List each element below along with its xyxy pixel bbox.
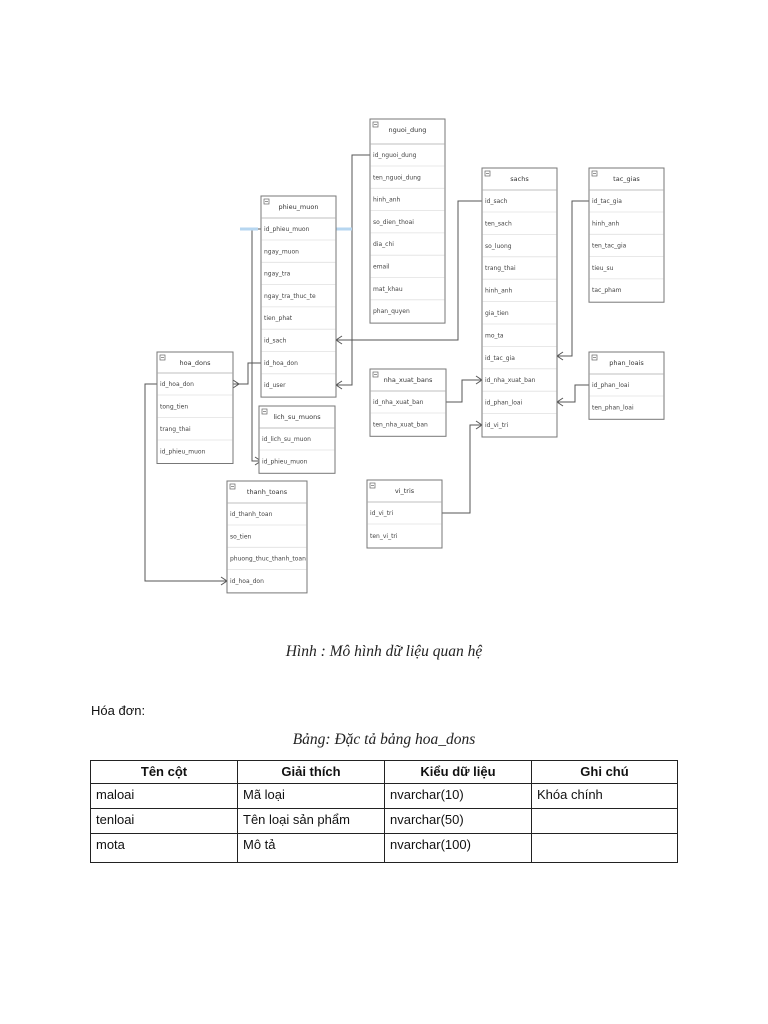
entity-field: id_nha_xuat_ban: [373, 399, 424, 406]
entity-field: id_user: [264, 382, 286, 390]
entity-field: ngay_tra: [264, 270, 291, 278]
entity-field: phuong_thuc_thanh_toan: [230, 555, 306, 563]
entity-title: sachs: [510, 175, 529, 183]
entity-box: [482, 168, 557, 437]
entity-nha-xuat-bans: [370, 369, 446, 436]
entity-sachs: [482, 168, 557, 437]
table-cell: Khóa chính: [532, 784, 678, 809]
entity-field: ten_vi_tri: [370, 533, 398, 540]
entity-vi-tris: [367, 480, 442, 548]
entities: [157, 119, 664, 593]
table-cell: maloai: [91, 784, 238, 809]
entity-field: id_thanh_toan: [230, 511, 273, 518]
table-header-row: [91, 761, 678, 784]
entity-field: id_nha_xuat_ban: [485, 377, 536, 385]
entity-field: id_phieu_muon: [262, 458, 308, 466]
entity-field: hinh_anh: [373, 196, 401, 204]
table-cell: tenloai: [91, 809, 238, 834]
entity-phieu-muon: [261, 196, 336, 397]
entity-field: ten_tac_gia: [592, 242, 627, 250]
entity-field: id_phieu_muon: [264, 226, 310, 233]
entity-title: vi_tris: [394, 487, 415, 495]
table-cell: nvarchar(10): [385, 784, 532, 809]
rel-phan-loai-sachs: [557, 385, 589, 402]
entity-field: id_vi_tri: [370, 510, 394, 517]
entity-field: ten_nha_xuat_ban: [373, 421, 428, 429]
entity-field: tong_tien: [160, 403, 189, 411]
entity-field: id_lich_su_muon: [262, 436, 311, 443]
entity-field: id_phieu_muon: [160, 448, 206, 456]
entity-field: ten_phan_loai: [592, 404, 634, 412]
entity-title: thanh_toans: [246, 488, 288, 496]
entity-field: gia_tien: [485, 310, 509, 317]
entity-field: ten_nguoi_dung: [373, 174, 421, 182]
entity-field: ngay_tra_thuc_te: [264, 292, 316, 300]
entity-title: tac_gias: [613, 175, 640, 183]
entity-title: lich_su_muons: [273, 413, 321, 421]
entity-box: [589, 168, 664, 302]
entity-title: hoa_dons: [179, 359, 211, 367]
column-header: Ghi chú: [532, 761, 678, 784]
entity-field: id_tac_gia: [485, 354, 515, 362]
entity-field: tieu_su: [592, 264, 614, 272]
entity-field: id_phan_loai: [592, 382, 630, 389]
table-cell: [532, 834, 678, 863]
entity-title: phan_loais: [609, 359, 644, 367]
rel-tac-gia-sachs: [557, 201, 589, 356]
rel-vi-tri-sachs: [442, 425, 482, 513]
section-label: Hóa đơn:: [91, 703, 146, 718]
entity-field: trang_thai: [160, 426, 191, 433]
column-header: Kiểu dữ liệu: [385, 761, 532, 784]
table-cell: nvarchar(100): [385, 834, 532, 863]
entity-field: tien_phat: [264, 315, 293, 323]
entity-field: so_tien: [230, 533, 252, 541]
entity-field: ten_sach: [485, 220, 512, 228]
entity-field: id_phan_loai: [485, 399, 523, 407]
entity-field: phan_quyen: [373, 308, 410, 316]
entity-title: phieu_muon: [278, 203, 319, 211]
entity-field: so_luong: [485, 242, 512, 250]
table-cell: Mô tả: [238, 834, 385, 863]
rel-user-phieu-muon: [336, 155, 370, 385]
entity-field: mo_ta: [485, 332, 504, 340]
column-header: Giải thích: [238, 761, 385, 784]
table-cell: Tên loại sản phẩm: [238, 809, 385, 834]
table-row: [91, 784, 678, 809]
entity-field: id_vi_tri: [485, 422, 509, 429]
table-row: [91, 834, 678, 863]
entity-field: hinh_anh: [485, 287, 513, 295]
entity-thanh-toans: [227, 481, 307, 593]
entity-field: trang_thai: [485, 265, 516, 273]
entity-field: id_hoa_don: [160, 381, 194, 388]
entity-lich-su-muons: [259, 406, 335, 473]
entity-field: email: [373, 263, 390, 271]
entity-field: tac_pham: [592, 287, 622, 295]
entity-title: nguoi_dung: [388, 126, 427, 134]
entity-field: dia_chi: [373, 241, 394, 249]
table-cell: nvarchar(50): [385, 809, 532, 834]
entity-field: id_nguoi_dung: [373, 152, 417, 159]
entity-field: id_hoa_don: [230, 577, 264, 585]
entity-field: so_dien_thoai: [373, 218, 414, 226]
rel-hoa-don-phieu-muon: [233, 363, 261, 384]
entity-field: id_sach: [485, 198, 508, 205]
entity-field: id_sach: [264, 337, 287, 345]
entity-nguoi-dung: [370, 119, 445, 323]
table-cell: Mã loại: [238, 784, 385, 809]
table-caption: Bảng: Đặc tả bảng hoa_dons: [292, 731, 476, 748]
entity-field: id_hoa_don: [264, 359, 298, 367]
entity-field: id_tac_gia: [592, 198, 622, 205]
figure-caption: Hình : Mô hình dữ liệu quan hệ: [285, 643, 483, 660]
entity-tac-gias: [589, 168, 664, 302]
table-cell: mota: [91, 834, 238, 863]
table-cell: [532, 809, 678, 834]
entity-hoa-dons: [157, 352, 233, 464]
entity-title: nha_xuat_bans: [383, 376, 433, 384]
spec-table: [90, 760, 678, 863]
entity-field: ngay_muon: [264, 248, 299, 256]
entity-field: hinh_anh: [592, 220, 620, 228]
column-header: Tên cột: [91, 761, 238, 784]
table-row: [91, 809, 678, 834]
entity-phan-loais: [589, 352, 664, 419]
entity-field: mat_khau: [373, 285, 403, 293]
